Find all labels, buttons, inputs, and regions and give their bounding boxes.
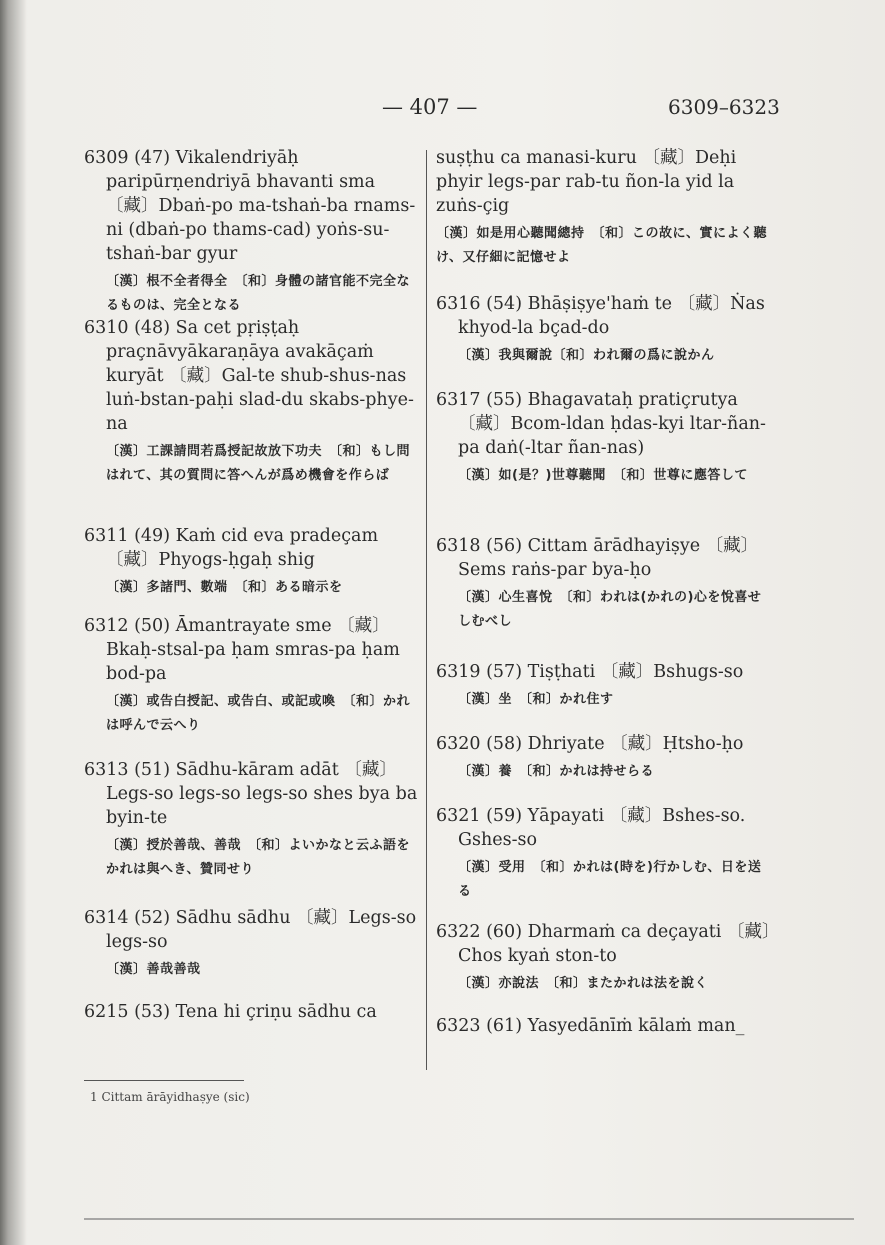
entry-main-text: 6320 (58) Dhriyate 〔藏〕Ḥtsho-ḥo [436,734,744,754]
footnote: 1 Cittam ārāyidhaṣye (sic) [90,1090,250,1104]
entry-6322 [436,920,774,1014]
entry-6321 [436,804,774,920]
entry-translation: 〔漢〕我與爾說〔和〕われ爾の爲に說かん [458,348,715,363]
entry-main-text: 6321 (59) Yāpayati 〔藏〕Bshes-so. Gshes-so [436,806,746,850]
entry-main-text: 6215 (53) Tena hi çriṇu sādhu ca [84,1002,377,1022]
entry-main-text: 6316 (54) Bhāṣiṣye'haṁ te 〔藏〕Ṅas khyod-la bçad-do [436,294,765,338]
entry-main-text: 6318 (56) Cittam ārādhayiṣye 〔藏〕Sems raṅs-par bya-ḥo [436,536,759,580]
entry-main-text: 6322 (60) Dharmaṁ ca deçayati 〔藏〕Chos kyaṅ ston-to [436,922,771,966]
entry-6319 [436,660,774,732]
entry-6320 [436,732,774,804]
entry-translation: 〔漢〕善哉善哉 [106,962,201,977]
entry-6316 [436,292,774,388]
entry-main-text: 6311 (49) Kaṁ cid eva pradeçam 〔藏〕Phyogs-ḥgaḥ shig [84,526,379,570]
entry-6313 [84,758,420,906]
entry-main-text: 6319 (57) Tiṣṭhati 〔藏〕Bshugs-so [436,662,744,682]
entry-6314 [84,906,420,1000]
entry-translation: 〔漢〕如(是？)世尊聽聞 〔和〕世尊に應答して [458,468,748,483]
entry-translation: 〔漢〕工課請問若爲授記故放下功夫 〔和〕もし問はれて、其の質問に答へんが爲め機會を作らば [106,444,411,483]
entry-6311 [84,524,420,614]
entry-6323 [436,1014,774,1038]
entry-6312 [84,614,420,758]
entry-translation: 〔漢〕亦說法 〔和〕またかれは法を說く [458,976,709,991]
entry-6315 [84,1000,420,1024]
page-edge-line [84,1218,854,1220]
page-spine-shadow [0,0,26,1245]
entry-6318 [436,534,774,660]
entry-translation: 〔漢〕受用 〔和〕かれは(時を)行かしむ、日を送る [458,860,762,899]
entry-main-text: 6309 (47) Vikalendriyāḥ paripūrṇendriyā bhavanti sma 〔藏〕Dbaṅ-po ma-tshaṅ-ba rnams-ni (dbaṅ-po thams-cad) yoṅs-su-tshaṅ-bar gyur [84,148,416,264]
entry-translation: 〔漢〕坐 〔和〕かれ住す [458,692,614,707]
right-column [436,146,774,1038]
footnote-rule [84,1080,244,1081]
entry-translation: 〔漢〕或告白授記、或告白、或記或喚 〔和〕かれは呼んで云へり [106,694,411,733]
entry-6310 [84,316,420,524]
entry-range: 6309–6323 [668,95,780,119]
left-column [84,146,420,1024]
entry-main-text: 6313 (51) Sādhu-kāram adāt 〔藏〕Legs-so legs-so legs-so shes bya ba byin-te [84,760,418,828]
column-divider [426,150,427,1070]
entry-main-text: 6314 (52) Sādhu sādhu 〔藏〕Legs-so legs-so [84,908,417,952]
entry-translation: 〔漢〕心生喜悅 〔和〕われは(かれの)心を悅喜せしむべし [458,590,762,629]
entry-6309 [84,146,420,316]
entry-translation: 〔漢〕多諸門、數端 〔和〕ある暗示を [106,580,343,595]
entry-main-text: 6310 (48) Sa cet pṛiṣṭaḥ praçnāvyākaraṇāya avakāçaṁ kuryāt 〔藏〕Gal-te shub-shus-nas luṅ-bstan-paḥi slad-du skabs-phye-na [84,318,414,434]
entry-main-text: suṣṭhu ca manasi-kuru 〔藏〕Deḥi phyir legs-par rab-tu ñon-la yid la zuṅs-çig [436,148,737,216]
entry-translation: 〔漢〕養 〔和〕かれは持せらる [458,764,655,779]
entry-6315-continued [436,146,774,292]
entry-translation: 〔漢〕根不全者得全 〔和〕身體の諸官能不完全なるものは、完全となる [106,274,411,313]
entry-main-text: 6312 (50) Āmantrayate sme 〔藏〕Bkaḥ-stsal-pa ḥam smras-pa ḥam bod-pa [84,616,400,684]
entry-translation: 〔漢〕如是用心聽聞總持 〔和〕この故に、實によく聽け、又仔細に記憶せよ [436,226,768,265]
entry-main-text: 6317 (55) Bhagavataḥ pratiçrutya 〔藏〕Bcom-ldan ḥdas-kyi ltar-ñan-pa daṅ(-ltar ñan-nas) [436,390,766,458]
entry-6317 [436,388,774,534]
entry-translation: 〔漢〕授於善哉、善哉 〔和〕よいかなと云ふ語をかれは與へき、贊同せり [106,838,411,877]
entry-main-text: 6323 (61) Yasyedānīṁ kālaṁ man_ [436,1016,745,1036]
page-number: — 407 — [382,95,478,119]
